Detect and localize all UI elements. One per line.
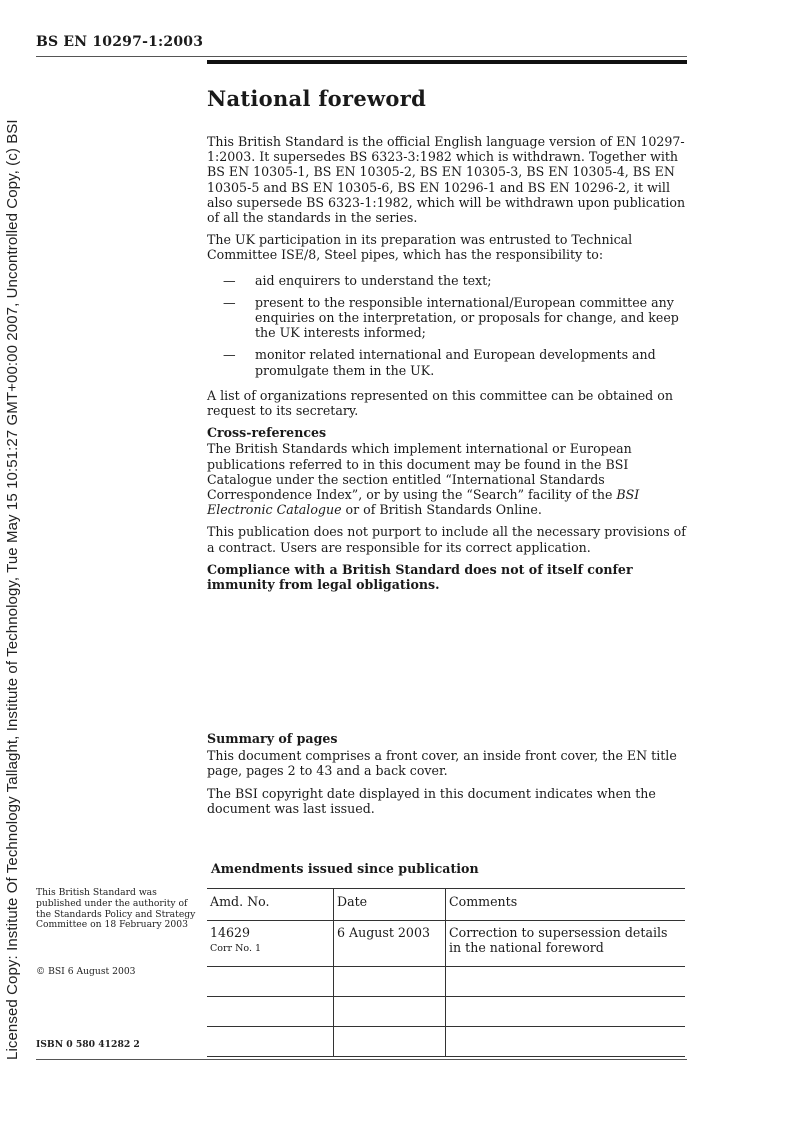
list-item-text: present to the responsible international/European committee any enquiries on the interpretation, or proposals for change, and keep the UK interests informed; [255,294,679,341]
copyright-date-paragraph: The BSI copyright date displayed in this document indicates when the document was last issued. [207,785,656,816]
amendments-heading: Amendments issued since publication [211,861,479,876]
amd-no-cell [207,967,334,997]
date-cell: 6 August 2003 [334,921,446,967]
isbn: ISBN 0 580 41282 2 [36,1039,140,1050]
date-cell [334,997,446,1027]
list-item-text: aid enquirers to understand the text; [255,272,492,288]
license-watermark: Licensed Copy: Institute Of Technology Tallaght, Institute of Technology, Tue May 15 10:51:27 GMT+00:00 2007, Uncontrolled Copy, (c) BSI [4,119,21,1060]
page-title: National foreword [207,86,427,111]
dash-bullet: — [223,272,236,288]
header-rule [36,56,687,57]
participation-paragraph: The UK participation in its preparation was entrusted to Technical Committee ISE/8, Steel pipes, which has the responsibility to: [207,232,633,263]
publication-note: This British Standard was published under the authority of the Standards Policy and Strategy Committee on 18 February 2003 [36,887,196,931]
list-item-text: monitor related international and European developments and promulgate them in the UK. [255,347,656,378]
corrigendum-number: Corr No. 1 [210,942,262,954]
amd-no-cell [207,997,334,1027]
summary-pages-paragraph: This document comprises a front cover, an inside front cover, the EN title page, pages 2 to 43 and a back cover. [207,748,677,779]
organizations-paragraph: A list of organizations represented on this committee can be obtained on request to its secretary. [207,387,673,419]
summary-heading: Summary of pages [207,731,338,746]
comments-cell [446,997,686,1027]
column-header: Comments [446,889,686,921]
document-code: BS EN 10297-1:2003 [36,34,204,50]
amd-number: 14629 [210,925,251,940]
cross-references-paragraph [207,441,689,517]
date-cell [334,1027,446,1057]
cross-references-heading: Cross-references [207,425,327,441]
comments-cell [446,1027,686,1057]
intro-paragraph: This British Standard is the official English language version of EN 10297-1:2003. It supersedes BS 6323-3:1982 which is withdrawn. Together with BS EN 10305-1, BS EN 10305-2, BS EN 10305-3, BS EN 10305-4, BS EN 10305-5 and BS EN 10305-6, BS EN 10296-1 and BS EN 10296-2, it will also supersede BS 6323-1:1982, which will be withdrawn upon publication of all the standards in the series. [207,134,686,226]
amd-no-cell [207,1027,334,1057]
header-thick-rule [207,60,687,64]
contract-paragraph: This publication does not purport to include all the necessary provisions of a contract. Users are responsible for its correct application. [207,524,686,555]
table-row [207,1027,685,1057]
comments-cell: Correction to supersession details in the national foreword [446,921,686,967]
copyright-note: © BSI 6 August 2003 [36,966,136,977]
list-item [207,347,689,377]
amd-no-cell [207,921,334,967]
amendments-table [207,888,685,1057]
cross-ref-text: The British Standards which implement international or European publications referred to in this document may be found in the BSI Catalogue under the section entitled “International Standards Correspondence Index”, or by using the “Search” facility of the [207,441,632,503]
column-header: Date [334,889,446,921]
list-item [207,295,689,341]
table-row [207,997,685,1027]
responsibility-list [207,273,689,378]
column-header: Amd. No. [207,889,334,921]
footer-rule [36,1059,687,1060]
bsi-catalogue-title: BSI Electronic Catalogue [207,487,640,518]
date-cell [334,967,446,997]
dash-bullet: — [223,294,236,310]
table-row [207,967,685,997]
comments-cell [446,967,686,997]
summary-of-pages [207,731,689,823]
table-header-row [207,889,685,921]
compliance-statement: Compliance with a British Standard does not of itself confer immunity from legal obligations. [207,561,633,593]
list-item [207,273,689,288]
dash-bullet: — [223,347,236,363]
table-row [207,921,685,967]
cross-ref-text-end: or of British Standards Online. [341,502,542,518]
national-foreword [207,86,689,599]
